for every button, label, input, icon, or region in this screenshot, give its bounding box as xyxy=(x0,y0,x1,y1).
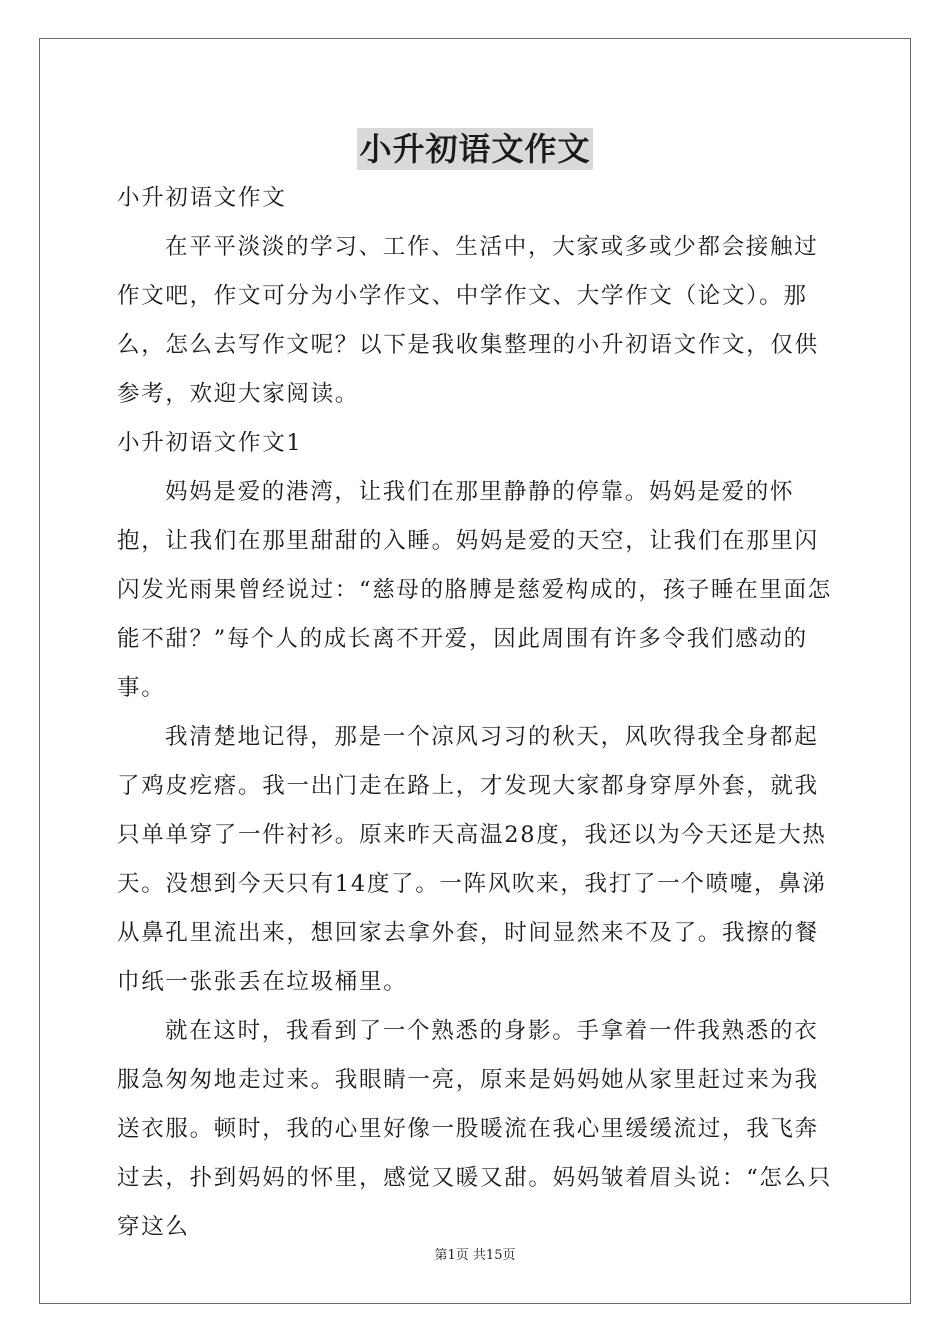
page-footer: 第1页 共15页 xyxy=(434,1248,516,1263)
document-title: 小升初语文作文 xyxy=(359,130,591,168)
intro-paragraph: 在平平淡淡的学习、工作、生活中，大家或多或少都会接触过作文吧，作文可分为小学作文、中学作文、大学作文（论文）。那么，怎么去写作文呢？以下是我收集整理的小升初语文作文，仅供参考，欢迎大家阅读。 xyxy=(117,234,819,407)
body-paragraph: 妈妈是爱的港湾，让我们在那里静静的停靠。妈妈是爱的怀抱，让我们在那里甜甜的入睡。妈妈是爱的天空，让我们在那里闪闪发光雨果曾经说过：“慈母的胳膊是慈爱构成的，孩子睡在里面怎能不甜？”每个人的成长离不开爱，因此周围有许多令我们感动的事。 xyxy=(117,479,833,701)
body-paragraph: 我清楚地记得，那是一个凉风习习的秋天，风吹得我全身都起了鸡皮疙瘩。我一出门走在路上，才发现大家都身穿厚外套，就我只单单穿了一件衬衫。原来昨天高温28度，我还以为今天还是大热天。没想到今天只有14度了。一阵风吹来，我打了一个喷嚏，鼻涕从鼻孔里流出来，想回家去拿外套，时间显然来不及了。我擦的餐巾纸一张张丢在垃圾桶里。 xyxy=(117,724,827,995)
document-body xyxy=(117,174,837,1252)
section-heading: 小升初语文作文1 xyxy=(117,430,303,456)
title-block xyxy=(0,128,950,170)
subtitle: 小升初语文作文 xyxy=(117,185,287,211)
body-paragraph: 就在这时，我看到了一个熟悉的身影。手拿着一件我熟悉的衣服急匆匆地走过来。我眼睛一亮，原来是妈妈她从家里赶过来为我送衣服。顿时，我的心里好像一股暖流在我心里缓缓流过，我飞奔过去，扑到妈妈的怀里，感觉又暖又甜。妈妈皱着眉头说：“怎么只穿这么 xyxy=(117,1018,833,1240)
